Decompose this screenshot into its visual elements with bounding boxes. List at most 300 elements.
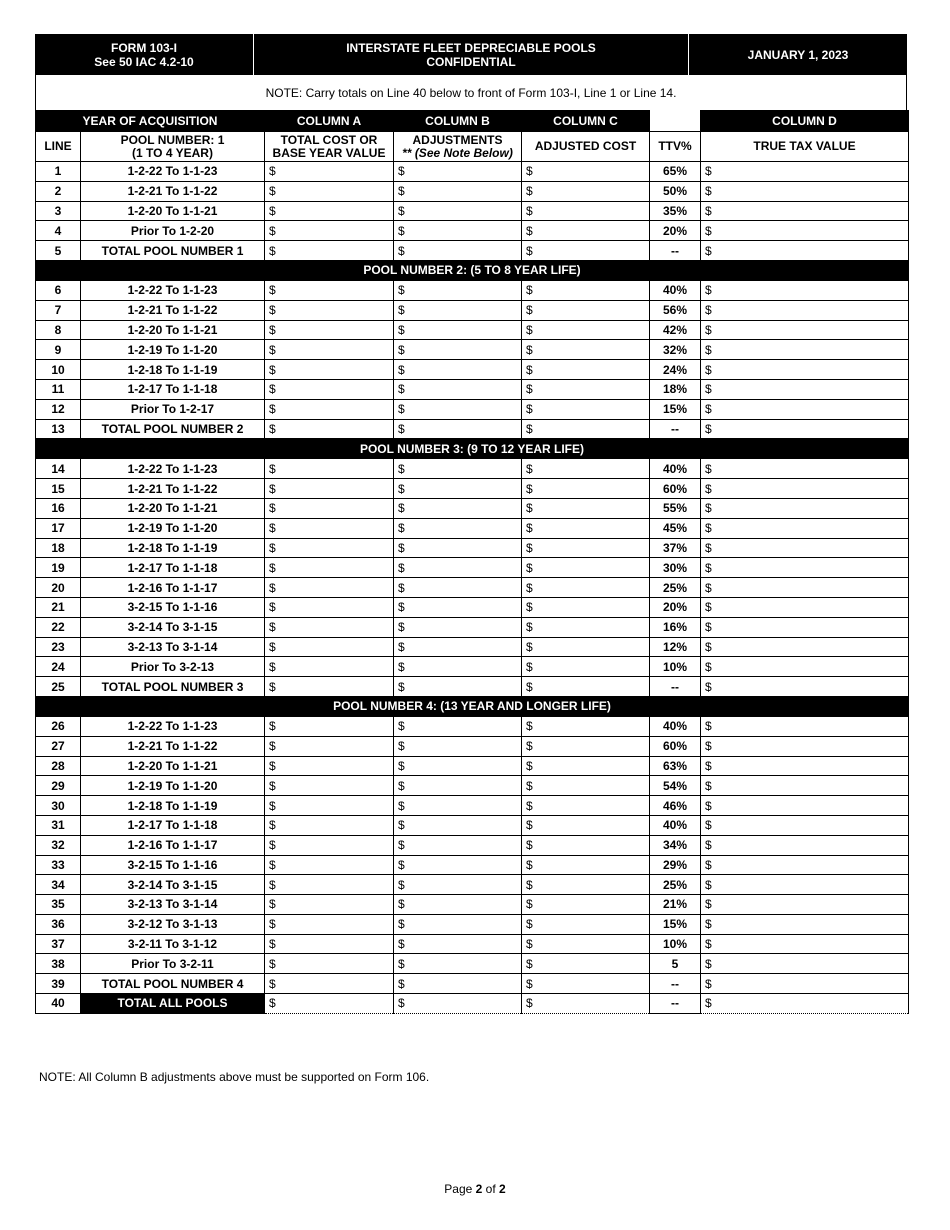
column-b-field[interactable]: $ bbox=[394, 360, 522, 380]
column-c-field[interactable]: $ bbox=[522, 241, 650, 261]
line-number: 27 bbox=[36, 736, 81, 756]
column-c-field[interactable]: $ bbox=[522, 419, 650, 439]
line-number: 29 bbox=[36, 776, 81, 796]
true-tax-value-header: TRUE TAX VALUE bbox=[701, 132, 909, 162]
column-d-field[interactable]: $ bbox=[701, 736, 909, 756]
column-b-field[interactable]: $ bbox=[394, 855, 522, 875]
column-d-field[interactable]: $ bbox=[701, 855, 909, 875]
column-d-field[interactable]: $ bbox=[701, 498, 909, 518]
form-id bbox=[35, 34, 254, 75]
pool1-header-line1: POOL NUMBER: 1 bbox=[120, 132, 225, 147]
column-c-field[interactable]: $ bbox=[522, 716, 650, 736]
table-row bbox=[36, 736, 909, 756]
line-number: 34 bbox=[36, 875, 81, 895]
table-row bbox=[36, 657, 909, 677]
total-cost-header-line2: BASE YEAR VALUE bbox=[272, 145, 386, 160]
page-number bbox=[0, 1182, 950, 1196]
column-b-header: COLUMN B bbox=[394, 111, 522, 132]
column-a-field[interactable]: $ bbox=[265, 974, 394, 994]
column-a-field[interactable]: $ bbox=[265, 360, 394, 380]
section-header-row bbox=[36, 696, 909, 716]
sub-header-row bbox=[36, 132, 909, 162]
column-b-field[interactable]: $ bbox=[394, 201, 522, 221]
column-c-field[interactable]: $ bbox=[522, 479, 650, 499]
ttv-percent: 60% bbox=[650, 479, 701, 499]
column-c-field[interactable]: $ bbox=[522, 280, 650, 300]
column-a-field[interactable]: $ bbox=[265, 280, 394, 300]
column-c-field[interactable]: $ bbox=[522, 181, 650, 201]
column-d-field[interactable]: $ bbox=[701, 875, 909, 895]
line-number: 8 bbox=[36, 320, 81, 340]
column-d-field[interactable]: $ bbox=[701, 756, 909, 776]
adjustments-header-line2: ** (See Note Below) bbox=[402, 145, 513, 160]
column-d-field[interactable]: $ bbox=[701, 360, 909, 380]
table-row bbox=[36, 162, 909, 182]
column-a-field[interactable]: $ bbox=[265, 479, 394, 499]
year-of-acquisition: 3-2-15 To 1-1-16 bbox=[81, 855, 265, 875]
year-of-acquisition: 3-2-11 To 3-1-12 bbox=[81, 934, 265, 954]
table-row bbox=[36, 637, 909, 657]
column-a-field[interactable]: $ bbox=[265, 498, 394, 518]
column-c-field[interactable]: $ bbox=[522, 875, 650, 895]
column-a-field[interactable]: $ bbox=[265, 994, 394, 1014]
line-number: 22 bbox=[36, 617, 81, 637]
table-row bbox=[36, 340, 909, 360]
line-header: LINE bbox=[36, 132, 81, 162]
column-b-field[interactable]: $ bbox=[394, 637, 522, 657]
year-of-acquisition: 1-2-22 To 1-1-23 bbox=[81, 280, 265, 300]
column-d-field[interactable]: $ bbox=[701, 895, 909, 915]
column-a-field[interactable]: $ bbox=[265, 776, 394, 796]
ttv-percent: 37% bbox=[650, 538, 701, 558]
column-c-field[interactable]: $ bbox=[522, 855, 650, 875]
column-d-field[interactable]: $ bbox=[701, 280, 909, 300]
column-d-field[interactable]: $ bbox=[701, 181, 909, 201]
column-a-field[interactable]: $ bbox=[265, 162, 394, 182]
year-of-acquisition: 3-2-12 To 3-1-13 bbox=[81, 914, 265, 934]
column-d-field[interactable]: $ bbox=[701, 201, 909, 221]
column-c-field[interactable]: $ bbox=[522, 914, 650, 934]
column-b-field[interactable]: $ bbox=[394, 895, 522, 915]
line-number: 9 bbox=[36, 340, 81, 360]
column-d-field[interactable]: $ bbox=[701, 914, 909, 934]
column-c-field[interactable]: $ bbox=[522, 994, 650, 1014]
column-c-field[interactable]: $ bbox=[522, 360, 650, 380]
column-b-field[interactable]: $ bbox=[394, 479, 522, 499]
line-number: 14 bbox=[36, 459, 81, 479]
line-number: 5 bbox=[36, 241, 81, 261]
ttv-percent: 29% bbox=[650, 855, 701, 875]
column-b-field[interactable]: $ bbox=[394, 419, 522, 439]
column-b-field[interactable]: $ bbox=[394, 538, 522, 558]
column-a-field[interactable]: $ bbox=[265, 637, 394, 657]
line-number: 36 bbox=[36, 914, 81, 934]
column-d-field[interactable]: $ bbox=[701, 578, 909, 598]
column-b-field[interactable]: $ bbox=[394, 221, 522, 241]
column-b-field[interactable]: $ bbox=[394, 518, 522, 538]
year-of-acquisition: 1-2-19 To 1-1-20 bbox=[81, 340, 265, 360]
column-d-field[interactable]: $ bbox=[701, 716, 909, 736]
ttv-percent: 56% bbox=[650, 300, 701, 320]
column-a-field[interactable]: $ bbox=[265, 815, 394, 835]
ttv-percent: 46% bbox=[650, 796, 701, 816]
line-number: 39 bbox=[36, 974, 81, 994]
line-number: 26 bbox=[36, 716, 81, 736]
ttv-percent: 15% bbox=[650, 399, 701, 419]
column-a-header: COLUMN A bbox=[265, 111, 394, 132]
table-row bbox=[36, 776, 909, 796]
column-a-field[interactable]: $ bbox=[265, 320, 394, 340]
ttv-percent: 20% bbox=[650, 597, 701, 617]
line-number: 35 bbox=[36, 895, 81, 915]
column-a-field[interactable]: $ bbox=[265, 914, 394, 934]
column-d-field[interactable]: $ bbox=[701, 162, 909, 182]
pool-section-title: POOL NUMBER 4: (13 YEAR AND LONGER LIFE) bbox=[36, 696, 909, 716]
column-b-field[interactable]: $ bbox=[394, 241, 522, 261]
column-b-field[interactable]: $ bbox=[394, 657, 522, 677]
year-of-acquisition: 1-2-21 To 1-1-22 bbox=[81, 479, 265, 499]
column-c-field[interactable]: $ bbox=[522, 340, 650, 360]
column-b-field[interactable]: $ bbox=[394, 716, 522, 736]
form-date-text: JANUARY 1, 2023 bbox=[747, 47, 849, 62]
form-header bbox=[35, 34, 907, 75]
column-d-field[interactable]: $ bbox=[701, 320, 909, 340]
table-row bbox=[36, 796, 909, 816]
pool-section-title: POOL NUMBER 2: (5 TO 8 YEAR LIFE) bbox=[36, 260, 909, 280]
year-of-acquisition: 1-2-20 To 1-1-21 bbox=[81, 756, 265, 776]
line-number: 2 bbox=[36, 181, 81, 201]
table-row bbox=[36, 538, 909, 558]
column-c-field[interactable]: $ bbox=[522, 498, 650, 518]
ttv-percent: 24% bbox=[650, 360, 701, 380]
column-c-field[interactable]: $ bbox=[522, 518, 650, 538]
ttv-percent: 10% bbox=[650, 934, 701, 954]
line-number: 3 bbox=[36, 201, 81, 221]
column-d-field[interactable]: $ bbox=[701, 379, 909, 399]
line-number: 7 bbox=[36, 300, 81, 320]
column-a-field[interactable]: $ bbox=[265, 379, 394, 399]
column-b-field[interactable]: $ bbox=[394, 340, 522, 360]
column-d-field[interactable]: $ bbox=[701, 479, 909, 499]
column-c-field[interactable]: $ bbox=[522, 459, 650, 479]
year-of-acquisition: TOTAL POOL NUMBER 4 bbox=[81, 974, 265, 994]
column-a-field[interactable]: $ bbox=[265, 538, 394, 558]
page-prefix: Page bbox=[444, 1182, 476, 1196]
column-c-field[interactable]: $ bbox=[522, 300, 650, 320]
table-row bbox=[36, 320, 909, 340]
line-number: 16 bbox=[36, 498, 81, 518]
column-a-field[interactable]: $ bbox=[265, 558, 394, 578]
year-of-acquisition: 1-2-18 To 1-1-19 bbox=[81, 360, 265, 380]
year-of-acquisition: 1-2-21 To 1-1-22 bbox=[81, 736, 265, 756]
column-a-field[interactable]: $ bbox=[265, 657, 394, 677]
column-d-header: COLUMN D bbox=[701, 111, 909, 132]
line-number: 20 bbox=[36, 578, 81, 598]
column-b-field[interactable]: $ bbox=[394, 498, 522, 518]
column-d-field[interactable]: $ bbox=[701, 954, 909, 974]
table-row bbox=[36, 479, 909, 499]
column-c-field[interactable]: $ bbox=[522, 736, 650, 756]
column-a-field[interactable]: $ bbox=[265, 677, 394, 697]
line-number: 4 bbox=[36, 221, 81, 241]
column-c-field[interactable]: $ bbox=[522, 657, 650, 677]
column-a-field[interactable]: $ bbox=[265, 221, 394, 241]
column-c-field[interactable]: $ bbox=[522, 954, 650, 974]
column-d-field[interactable]: $ bbox=[701, 518, 909, 538]
column-a-field[interactable]: $ bbox=[265, 181, 394, 201]
column-c-field[interactable]: $ bbox=[522, 162, 650, 182]
ttv-percent: 30% bbox=[650, 558, 701, 578]
form-title-line2: CONFIDENTIAL bbox=[426, 54, 516, 69]
column-d-field[interactable]: $ bbox=[701, 617, 909, 637]
page-total: 2 bbox=[499, 1182, 506, 1196]
year-of-acquisition: 1-2-22 To 1-1-23 bbox=[81, 162, 265, 182]
column-b-field[interactable]: $ bbox=[394, 736, 522, 756]
table-row bbox=[36, 379, 909, 399]
column-a-field[interactable]: $ bbox=[265, 340, 394, 360]
column-b-field[interactable]: $ bbox=[394, 994, 522, 1014]
column-d-field[interactable]: $ bbox=[701, 419, 909, 439]
year-of-acquisition: Prior To 1-2-17 bbox=[81, 399, 265, 419]
column-b-field[interactable]: $ bbox=[394, 597, 522, 617]
column-c-field[interactable]: $ bbox=[522, 617, 650, 637]
column-c-field[interactable]: $ bbox=[522, 895, 650, 915]
column-b-field[interactable]: $ bbox=[394, 776, 522, 796]
year-of-acquisition: 1-2-17 To 1-1-18 bbox=[81, 379, 265, 399]
table-row bbox=[36, 459, 909, 479]
table-row bbox=[36, 221, 909, 241]
line-number: 31 bbox=[36, 815, 81, 835]
column-d-field[interactable]: $ bbox=[701, 835, 909, 855]
column-c-field[interactable]: $ bbox=[522, 221, 650, 241]
ttv-percent: -- bbox=[650, 419, 701, 439]
column-b-field[interactable]: $ bbox=[394, 934, 522, 954]
column-d-field[interactable]: $ bbox=[701, 815, 909, 835]
ttv-percent: 34% bbox=[650, 835, 701, 855]
year-of-acquisition: 1-2-16 To 1-1-17 bbox=[81, 835, 265, 855]
column-a-field[interactable]: $ bbox=[265, 459, 394, 479]
column-d-field[interactable]: $ bbox=[701, 657, 909, 677]
column-d-field[interactable]: $ bbox=[701, 796, 909, 816]
form-title-line1: INTERSTATE FLEET DEPRECIABLE POOLS bbox=[346, 40, 596, 55]
column-b-field[interactable]: $ bbox=[394, 756, 522, 776]
column-a-field[interactable]: $ bbox=[265, 895, 394, 915]
column-a-field[interactable]: $ bbox=[265, 518, 394, 538]
table-row bbox=[36, 280, 909, 300]
column-a-field[interactable]: $ bbox=[265, 736, 394, 756]
table-row bbox=[36, 875, 909, 895]
pools-table bbox=[35, 110, 909, 1014]
table-row bbox=[36, 518, 909, 538]
column-a-field[interactable]: $ bbox=[265, 875, 394, 895]
column-c-field[interactable]: $ bbox=[522, 677, 650, 697]
line-number: 17 bbox=[36, 518, 81, 538]
column-b-field[interactable]: $ bbox=[394, 677, 522, 697]
column-c-field[interactable]: $ bbox=[522, 776, 650, 796]
column-b-field[interactable]: $ bbox=[394, 399, 522, 419]
table-row bbox=[36, 974, 909, 994]
year-of-acquisition: TOTAL ALL POOLS bbox=[81, 994, 265, 1014]
column-a-field[interactable]: $ bbox=[265, 796, 394, 816]
line-number: 32 bbox=[36, 835, 81, 855]
column-d-field[interactable]: $ bbox=[701, 340, 909, 360]
column-d-field[interactable]: $ bbox=[701, 994, 909, 1014]
column-b-field[interactable]: $ bbox=[394, 914, 522, 934]
column-a-field[interactable]: $ bbox=[265, 300, 394, 320]
column-c-field[interactable]: $ bbox=[522, 835, 650, 855]
column-d-field[interactable]: $ bbox=[701, 934, 909, 954]
column-a-field[interactable]: $ bbox=[265, 419, 394, 439]
year-of-acquisition: 1-2-20 To 1-1-21 bbox=[81, 320, 265, 340]
column-b-field[interactable]: $ bbox=[394, 379, 522, 399]
column-c-field[interactable]: $ bbox=[522, 399, 650, 419]
column-d-field[interactable]: $ bbox=[701, 974, 909, 994]
line-number: 21 bbox=[36, 597, 81, 617]
column-c-field[interactable]: $ bbox=[522, 379, 650, 399]
column-d-field[interactable]: $ bbox=[701, 459, 909, 479]
total-cost-header-line1: TOTAL COST OR bbox=[280, 132, 378, 147]
form-title bbox=[254, 34, 689, 75]
line-number: 1 bbox=[36, 162, 81, 182]
table-row bbox=[36, 914, 909, 934]
ttv-percent: 50% bbox=[650, 181, 701, 201]
column-b-field[interactable]: $ bbox=[394, 320, 522, 340]
ttv-percent: 35% bbox=[650, 201, 701, 221]
column-a-field[interactable]: $ bbox=[265, 597, 394, 617]
adjusted-cost-header: ADJUSTED COST bbox=[522, 132, 650, 162]
column-c-field[interactable]: $ bbox=[522, 201, 650, 221]
column-a-field[interactable]: $ bbox=[265, 756, 394, 776]
year-of-acquisition: 1-2-17 To 1-1-18 bbox=[81, 815, 265, 835]
column-c-field[interactable]: $ bbox=[522, 538, 650, 558]
column-b-field[interactable]: $ bbox=[394, 181, 522, 201]
column-a-field[interactable]: $ bbox=[265, 716, 394, 736]
year-of-acquisition: Prior To 3-2-11 bbox=[81, 954, 265, 974]
ttv-percent: 25% bbox=[650, 875, 701, 895]
column-d-field[interactable]: $ bbox=[701, 558, 909, 578]
year-of-acquisition: 1-2-18 To 1-1-19 bbox=[81, 538, 265, 558]
column-d-field[interactable]: $ bbox=[701, 776, 909, 796]
column-c-field[interactable]: $ bbox=[522, 756, 650, 776]
column-b-field[interactable]: $ bbox=[394, 875, 522, 895]
table-row bbox=[36, 895, 909, 915]
table-row bbox=[36, 498, 909, 518]
year-of-acquisition: 1-2-21 To 1-1-22 bbox=[81, 181, 265, 201]
column-d-field[interactable]: $ bbox=[701, 597, 909, 617]
column-c-field[interactable]: $ bbox=[522, 974, 650, 994]
ttv-percent: 21% bbox=[650, 895, 701, 915]
column-b-field[interactable]: $ bbox=[394, 796, 522, 816]
ttv-percent: 40% bbox=[650, 459, 701, 479]
ttv-percent: 16% bbox=[650, 617, 701, 637]
line-number: 25 bbox=[36, 677, 81, 697]
column-c-field[interactable]: $ bbox=[522, 578, 650, 598]
column-d-field[interactable]: $ bbox=[701, 538, 909, 558]
column-b-field[interactable]: $ bbox=[394, 954, 522, 974]
year-of-acquisition: 1-2-20 To 1-1-21 bbox=[81, 498, 265, 518]
column-a-field[interactable]: $ bbox=[265, 241, 394, 261]
ttv-percent: 10% bbox=[650, 657, 701, 677]
table-row bbox=[36, 954, 909, 974]
column-b-field[interactable]: $ bbox=[394, 578, 522, 598]
section-header-row bbox=[36, 260, 909, 280]
table-row bbox=[36, 300, 909, 320]
column-a-field[interactable]: $ bbox=[265, 201, 394, 221]
column-c-field[interactable]: $ bbox=[522, 558, 650, 578]
table-row bbox=[36, 419, 909, 439]
column-b-field[interactable]: $ bbox=[394, 558, 522, 578]
year-of-acquisition: 3-2-14 To 3-1-15 bbox=[81, 617, 265, 637]
table-row bbox=[36, 578, 909, 598]
column-b-field[interactable]: $ bbox=[394, 280, 522, 300]
column-d-field[interactable]: $ bbox=[701, 399, 909, 419]
column-c-field[interactable]: $ bbox=[522, 320, 650, 340]
table-row bbox=[36, 815, 909, 835]
ttv-percent: 40% bbox=[650, 280, 701, 300]
column-c-header: COLUMN C bbox=[522, 111, 650, 132]
line-number: 23 bbox=[36, 637, 81, 657]
column-b-field[interactable]: $ bbox=[394, 815, 522, 835]
adjustments-header-line1: ADJUSTMENTS bbox=[412, 132, 503, 147]
line-number: 38 bbox=[36, 954, 81, 974]
column-a-field[interactable]: $ bbox=[265, 835, 394, 855]
year-of-acquisition: 1-2-19 To 1-1-20 bbox=[81, 518, 265, 538]
column-a-field[interactable]: $ bbox=[265, 934, 394, 954]
column-c-field[interactable]: $ bbox=[522, 815, 650, 835]
line-number: 24 bbox=[36, 657, 81, 677]
column-d-field[interactable]: $ bbox=[701, 300, 909, 320]
column-c-field[interactable]: $ bbox=[522, 597, 650, 617]
column-a-field[interactable]: $ bbox=[265, 399, 394, 419]
table-row bbox=[36, 835, 909, 855]
ttv-percent: -- bbox=[650, 974, 701, 994]
column-b-field[interactable]: $ bbox=[394, 459, 522, 479]
ttv-percent: 60% bbox=[650, 736, 701, 756]
column-c-field[interactable]: $ bbox=[522, 934, 650, 954]
line-number: 12 bbox=[36, 399, 81, 419]
form-number: FORM 103-I bbox=[110, 40, 177, 55]
line-number: 6 bbox=[36, 280, 81, 300]
table-row bbox=[36, 597, 909, 617]
column-b-field[interactable]: $ bbox=[394, 974, 522, 994]
year-of-acquisition: TOTAL POOL NUMBER 1 bbox=[81, 241, 265, 261]
form-date bbox=[689, 34, 907, 75]
column-c-field[interactable]: $ bbox=[522, 796, 650, 816]
ttv-percent: 45% bbox=[650, 518, 701, 538]
column-c-field[interactable]: $ bbox=[522, 637, 650, 657]
top-note-text: NOTE: Carry totals on Line 40 below to front of Form 103-I, Line 1 or Line 14. bbox=[265, 85, 677, 100]
column-d-field[interactable]: $ bbox=[701, 677, 909, 697]
year-of-acquisition: 1-2-17 To 1-1-18 bbox=[81, 558, 265, 578]
column-d-field[interactable]: $ bbox=[701, 241, 909, 261]
form-frame bbox=[35, 34, 907, 1014]
year-of-acquisition: 3-2-15 To 1-1-16 bbox=[81, 597, 265, 617]
column-a-field[interactable]: $ bbox=[265, 617, 394, 637]
column-b-field[interactable]: $ bbox=[394, 617, 522, 637]
line-number: 28 bbox=[36, 756, 81, 776]
column-a-field[interactable]: $ bbox=[265, 954, 394, 974]
column-d-field[interactable]: $ bbox=[701, 221, 909, 241]
column-b-field[interactable]: $ bbox=[394, 300, 522, 320]
column-a-field[interactable]: $ bbox=[265, 578, 394, 598]
column-a-field[interactable]: $ bbox=[265, 855, 394, 875]
column-d-field[interactable]: $ bbox=[701, 637, 909, 657]
table-row bbox=[36, 360, 909, 380]
year-of-acquisition: TOTAL POOL NUMBER 3 bbox=[81, 677, 265, 697]
pool-section-title: POOL NUMBER 3: (9 TO 12 YEAR LIFE) bbox=[36, 439, 909, 459]
column-b-field[interactable]: $ bbox=[394, 835, 522, 855]
column-b-field[interactable]: $ bbox=[394, 162, 522, 182]
